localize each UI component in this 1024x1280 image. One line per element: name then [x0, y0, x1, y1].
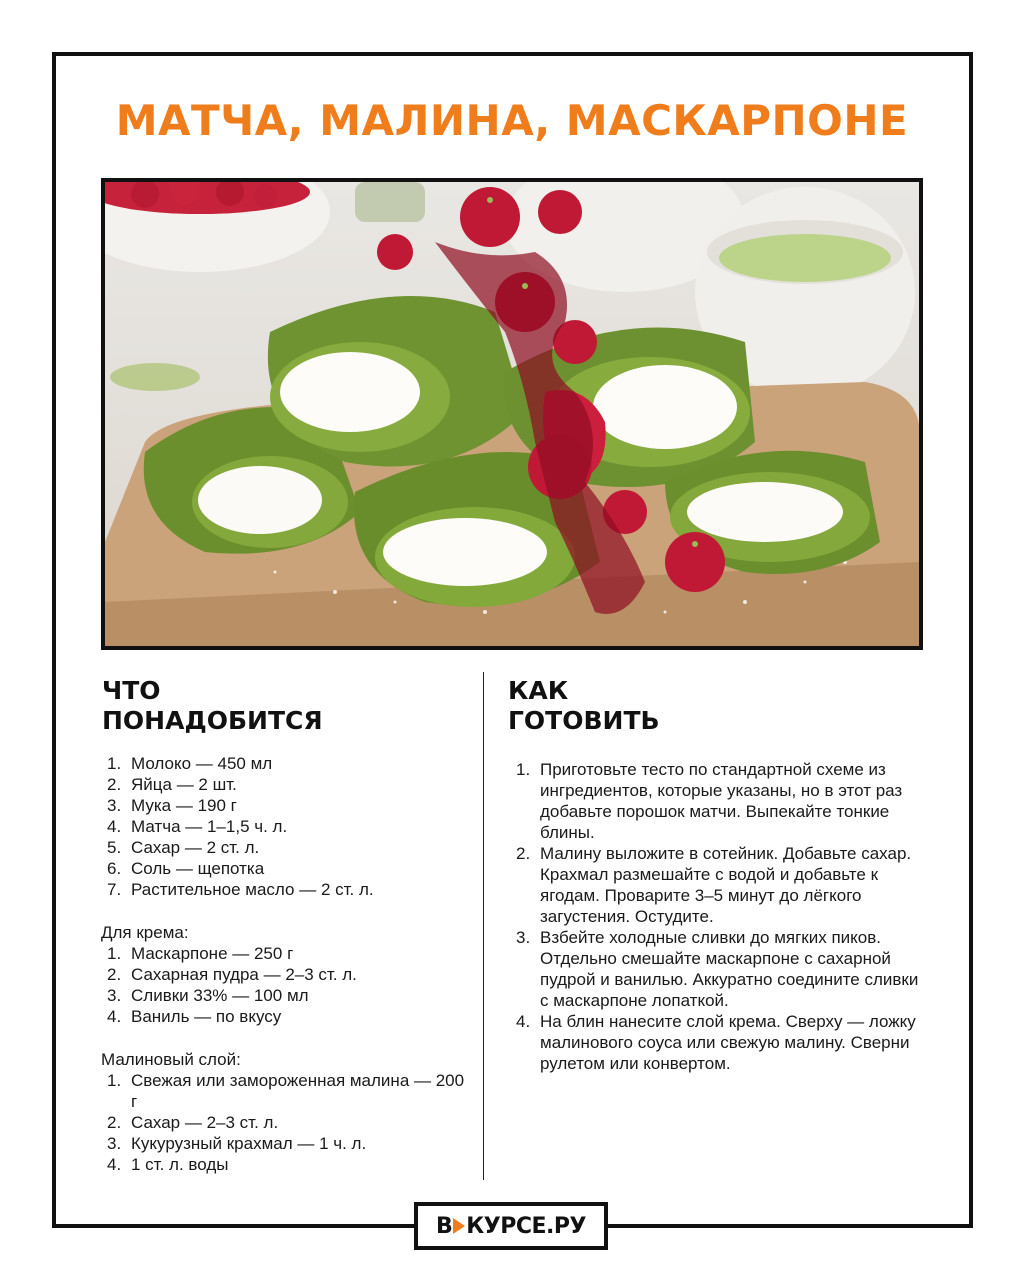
list-item: 3. Взбейте холодные сливки до мягких пиков. Отдельно смешайте маскарпоне с сахарной пудрой и ванилью. Аккуратно соедините сливки с маскарпоне лопаткой.: [516, 928, 919, 1010]
steps-heading: КАК ГОТОВИТЬ: [508, 676, 660, 735]
list-item: 2. Сахар — 2–3 ст. л.: [107, 1113, 279, 1132]
cream-label: Для крема:: [101, 923, 189, 942]
list-item: 1. Маскарпоне — 250 г: [107, 944, 294, 963]
list-item: 3. Сливки 33% — 100 мл: [107, 986, 309, 1005]
list-item: 3. Мука — 190 г: [107, 796, 237, 815]
list-item: 7. Растительное масло — 2 ст. л.: [107, 880, 374, 899]
list-item: 4. Матча — 1–1,5 ч. л.: [107, 817, 288, 836]
list-item: 4. На блин нанесите слой крема. Сверху — ложку малинового соуса или свежую малину. Сверни рулетом или конвертом.: [516, 1012, 916, 1073]
list-item: 1. Свежая или замороженная малина — 200 г: [107, 1071, 465, 1111]
play-triangle-icon: [453, 1218, 465, 1234]
list-item: 3. Кукурузный крахмал — 1 ч. л.: [107, 1134, 367, 1153]
list-item: 4. Ваниль — по вкусу: [107, 1007, 282, 1026]
list-item: 5. Сахар — 2 ст. л.: [107, 838, 260, 857]
recipe-title: МАТЧА, МАЛИНА, МАСКАРПОНЕ: [115, 96, 909, 145]
ingredients-heading: ЧТО ПОНАДОБИТСЯ: [102, 676, 323, 735]
list-item: 6. Соль — щепотка: [107, 859, 265, 878]
list-item: 2. Малину выложите в сотейник. Добавьте сахар. Крахмал размешайте с водой и добавьте к ягодам. Проварите 3–5 минут до лёгкого загустения. Остудите.: [516, 844, 912, 926]
ingredients-list: [101, 753, 471, 1175]
recipe-photo: [101, 178, 923, 650]
list-item: 1. Молоко — 450 мл: [107, 754, 273, 773]
list-item: 4. 1 ст. л. воды: [107, 1155, 229, 1174]
steps-list: [510, 759, 930, 1074]
site-logo: В КУРСЕ.РУ: [414, 1202, 608, 1250]
list-item: 2. Яйца — 2 шт.: [107, 775, 237, 794]
raspberry-label: Малиновый слой:: [101, 1050, 241, 1069]
list-item: 2. Сахарная пудра — 2–3 ст. л.: [107, 965, 357, 984]
column-divider: [483, 672, 484, 1180]
crepes-illustration: [105, 182, 919, 646]
list-item: 1. Приготовьте тесто по стандартной схеме из ингредиентов, которые указаны, но в этот раз добавьте порошок матчи. Выпекайте тонкие блины.: [516, 760, 903, 842]
